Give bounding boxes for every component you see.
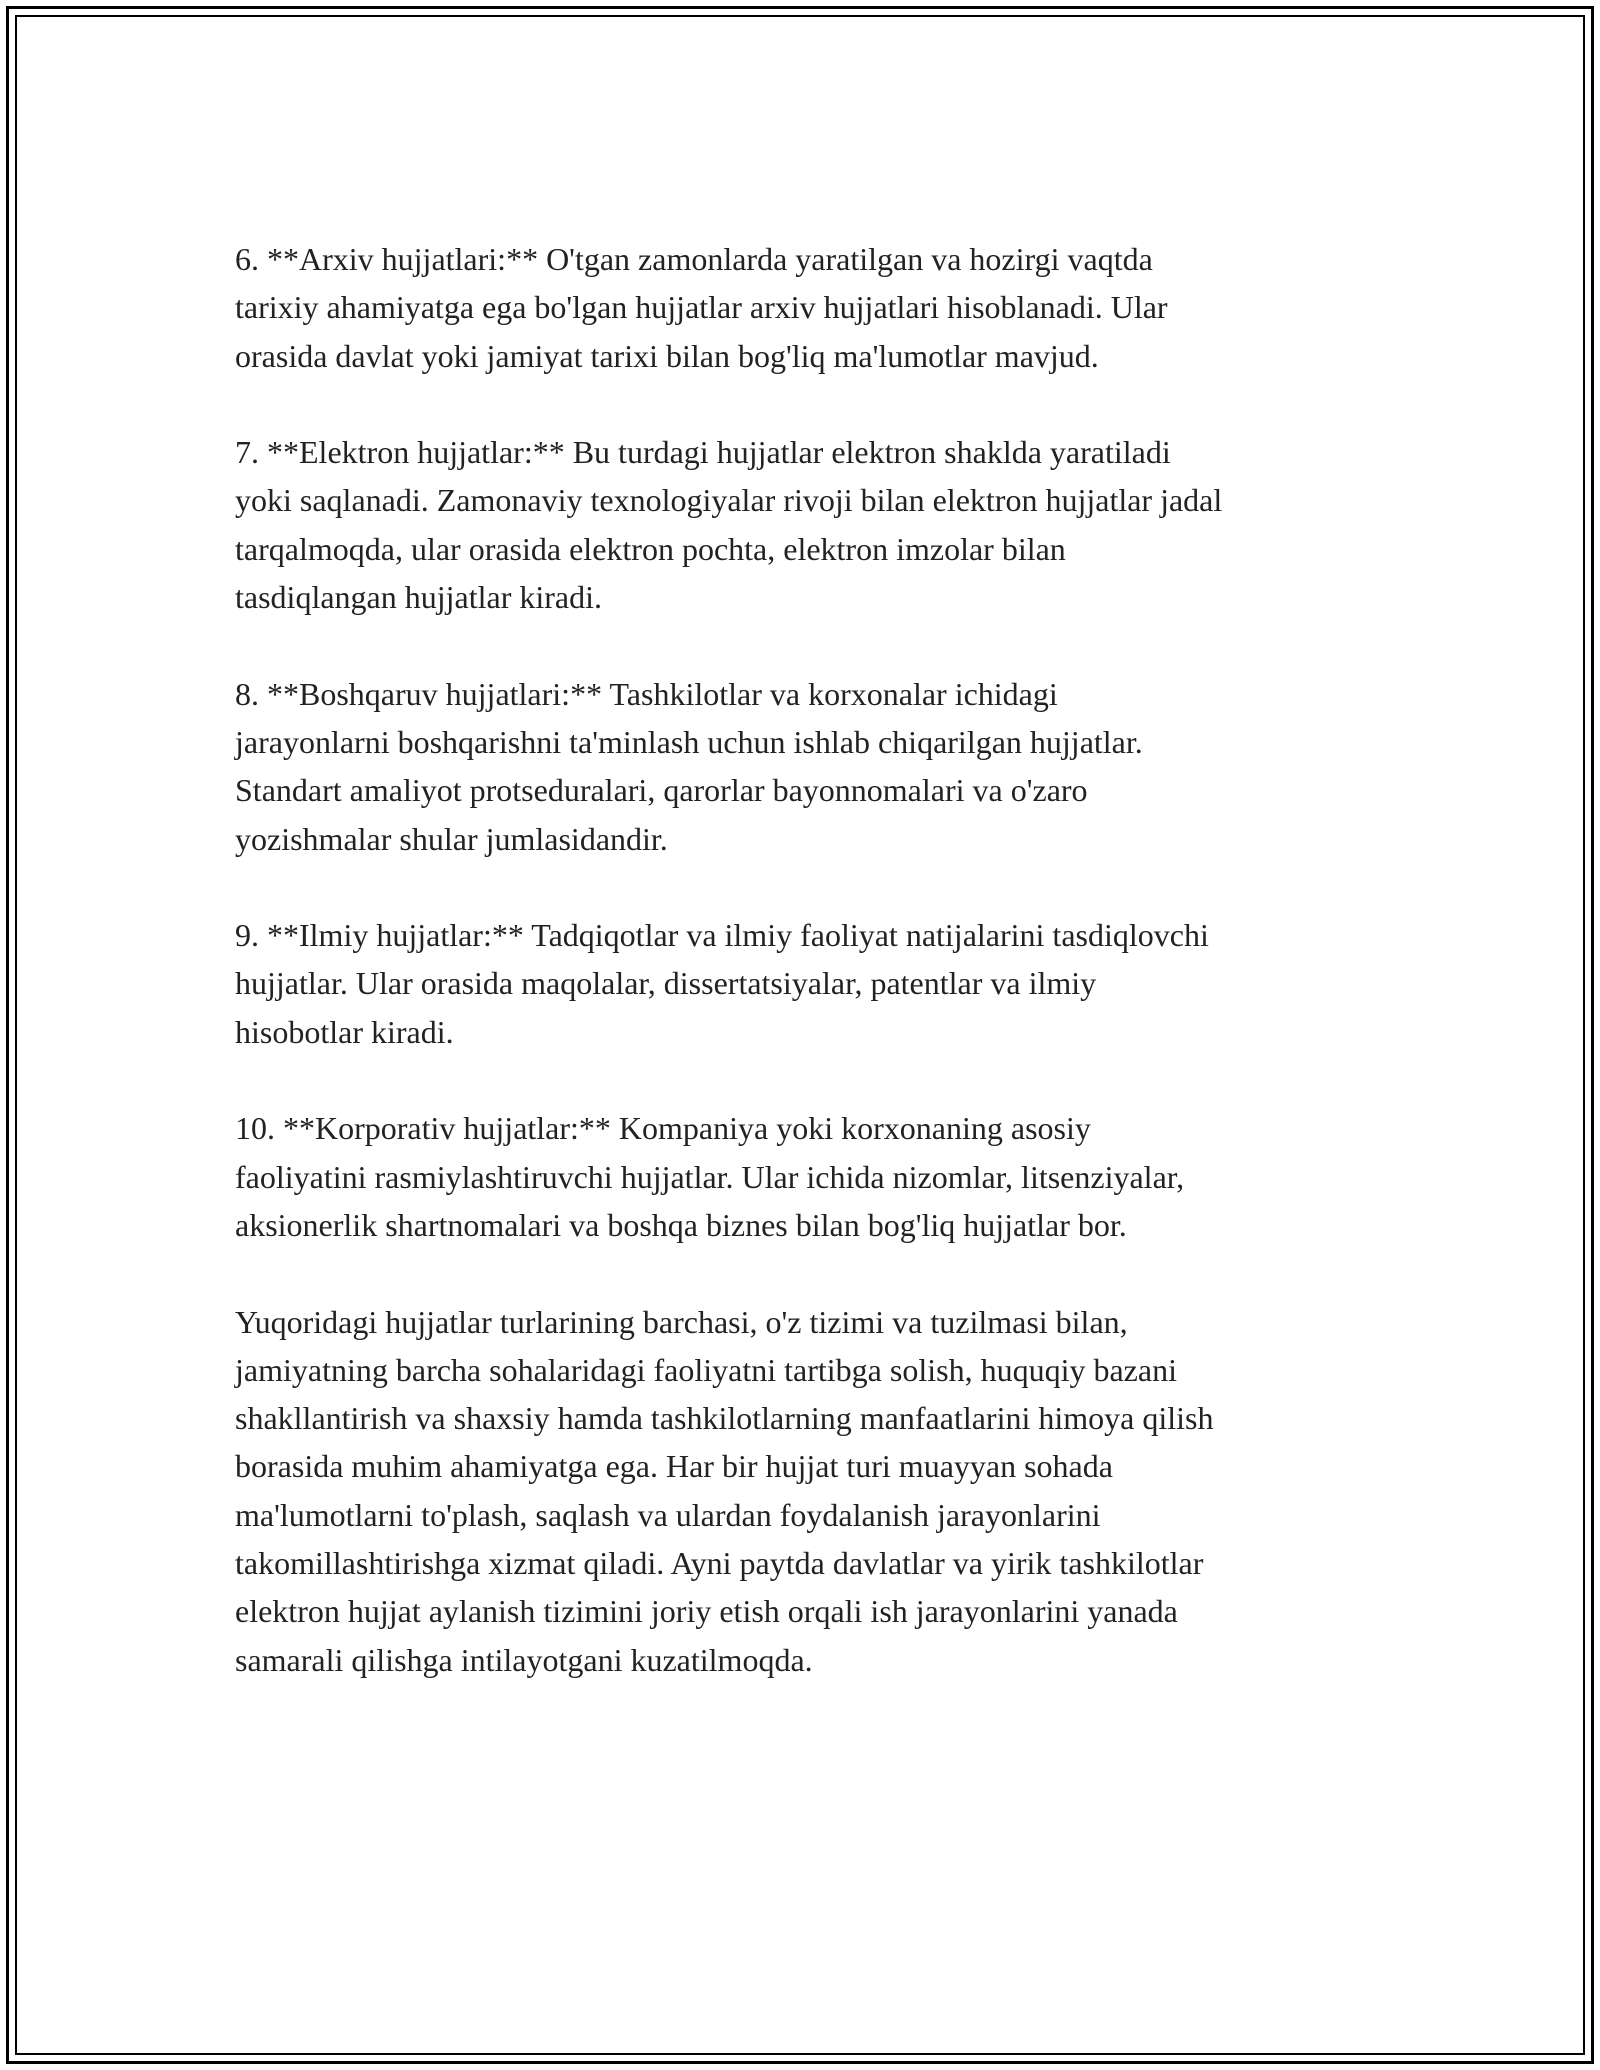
paragraph-management-documents: 8. **Boshqaruv hujjatlari:** Tashkilotlar va korxonalar ichidagi jarayonlarni boshqarishni ta'minlash uchun ishlab chiqarilgan hujjatlar. Standart amaliyot protseduralari, qarorlar bayonnomalari va o'zaro yozishmalar shular jumlasidandir. [235,675,1143,857]
paragraph-archive-documents: 6. **Arxiv hujjatlari:** O'tgan zamonlarda yaratilgan va hozirgi vaqtda tarixiy ahamiyatga ega bo'lgan hujjatlar arxiv hujjatlari hisoblanadi. Ular orasida davlat yoki jamiyat tarixi bilan bog'liq ma'lumotlar mavjud. [235,241,1168,374]
paragraph-electronic-documents: 7. **Elektron hujjatlar:** Bu turdagi hujjatlar elektron shaklda yaratiladi yoki saqlanadi. Zamonaviy texnologiyalar rivoji bilan elektron hujjatlar jadal tarqalmoqda, ular orasida elektron pochta, elektron imzolar bilan tasdiqlangan hujjatlar kiradi. [235,434,1223,616]
paragraph-conclusion: Yuqoridagi hujjatlar turlarining barchasi, o'z tizimi va tuzilmasi bilan, jamiyatning barcha sohalaridagi faoliyatni tartibga solish, huquqiy bazani shakllantirish va shaxsiy hamda tashkilotlarning manfaatlarini himoya qilish borasida muhim ahamiyatga ega. Har bir hujjat turi muayyan sohada ma'lumotlarni to'plash, saqlash va ulardan foydalanish jarayonlarini takomillashtirishga xizmat qiladi. Ayni paytda davlatlar va yirik tashkilotlar elektron hujjat aylanish tizimini joriy etish orqali ish jarayonlarini yanada samarali qilishga intilayotgani kuzatilmoqda. [235,1303,1214,1678]
document-body [235,235,1375,1732]
paragraph-scientific-documents: 9. **Ilmiy hujjatlar:** Tadqiqotlar va ilmiy faoliyat natijalarini tasdiqlovchi hujjatlar. Ular orasida maqolalar, dissertatsiyalar, patentlar va ilmiy hisobotlar kiradi. [235,917,1209,1050]
paragraph-corporate-documents: 10. **Korporativ hujjatlar:** Kompaniya yoki korxonaning asosiy faoliyatini rasmiylashtiruvchi hujjatlar. Ular ichida nizomlar, litsenziyalar, aksionerlik shartnomalari va boshqa biznes bilan bog'liq hujjatlar bor. [235,1110,1185,1243]
